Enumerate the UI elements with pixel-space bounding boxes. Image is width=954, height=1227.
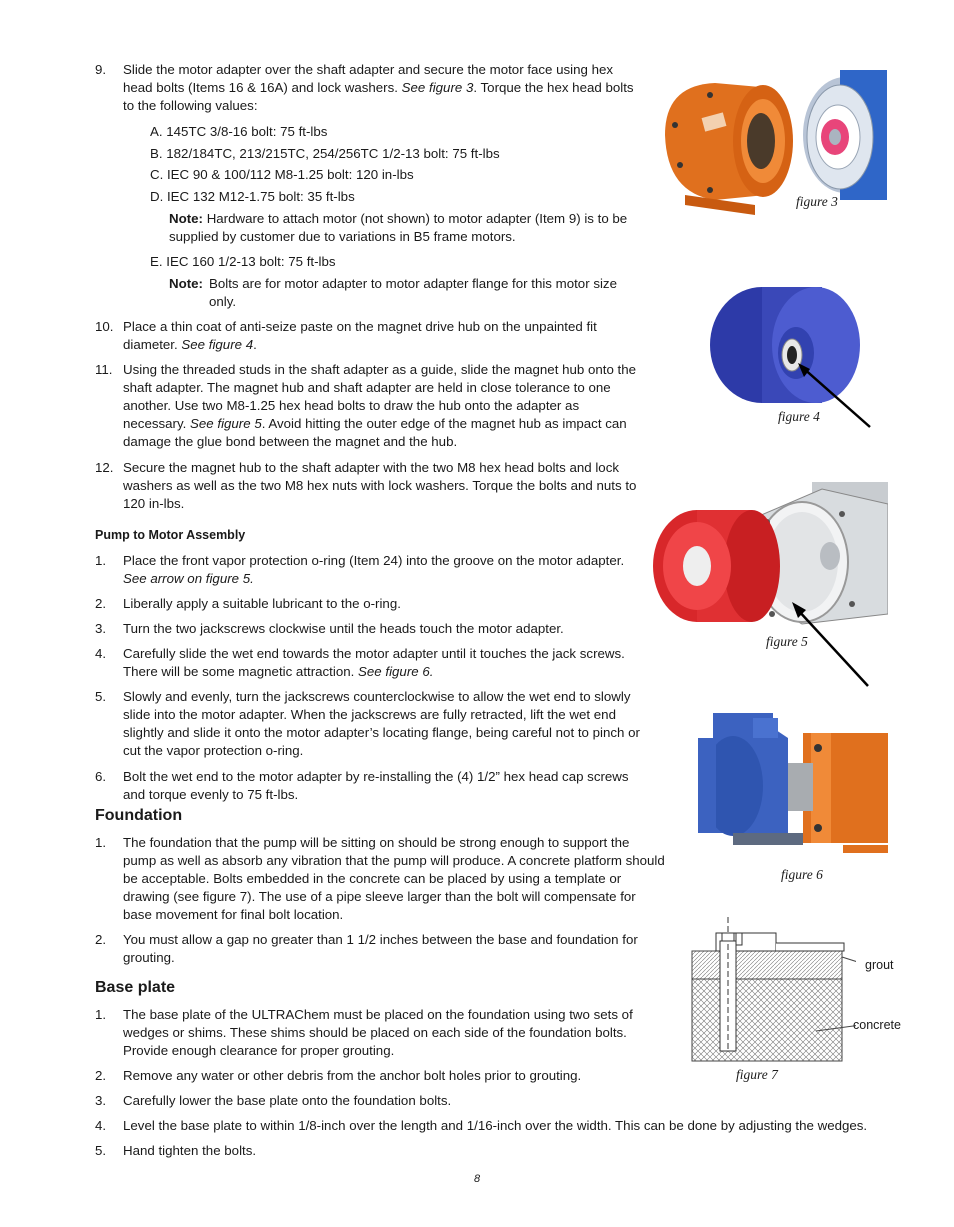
step-text: The base plate of the ULTRAChem must be placed on the foundation using two sets of wedges or shims. These shims should be placed on each side of the foundation bolts. Provide enough clearance for proper grouting. [123,1007,633,1058]
step-number: 6. [95,769,107,784]
step-number: 1. [95,553,107,568]
pump-step-6 [95,768,643,804]
step-number: 11. [95,362,113,377]
baseplate-step-4 [95,1117,895,1135]
note-label: Note: [169,211,203,226]
note-text: Hardware to attach motor (not shown) to motor adapter (Item 9) is to be supplied by customer due to variations in B5 frame motors. [169,211,628,244]
step-text: Hand tighten the bolts. [123,1143,257,1158]
step-number: 5. [95,689,107,704]
step-text: The foundation that the pump will be sitting on should be strong enough to support the pump as well as absorb any vibration that the pump will produce. A concrete platform should be acceptable. Bolts embedded in the concrete can be placed by using a template or drawing (see figure 7). The use of a pipe sleeve larger than the bolt will compensate for base movement for final bolt location. [123,835,665,922]
step-text: You must allow a gap no greater than 1 1/2 inches between the base and foundation for grouting. [123,932,638,965]
step-text-tail: . [429,664,434,679]
pump-step-5 [95,688,643,760]
figure-3-caption: figure 3 [796,194,838,209]
figure-7-label-grout: grout [865,958,894,972]
step-text: Bolt the wet end to the motor adapter by re-installing the (4) 1/2” hex head cap screws and torque evenly to 75 ft-lbs. [123,769,629,802]
figure-7-foundation-drawing [686,913,856,1065]
figure-reference: See arrow on figure 5 [123,571,251,586]
step-number: 1. [95,835,107,850]
step-text: Remove any water or other debris from the anchor bolt holes prior to grouting. [123,1068,582,1083]
note-text: Bolts are for motor adapter to motor adapter flange for this motor size only. [209,276,617,309]
figure-reference: See figure 3 [401,80,474,95]
step-text: Slide the motor adapter over the shaft adapter and secure the motor face using hex head bolts (Items 16 & 16A) and lock washers. [123,62,614,95]
baseplate-step-3 [95,1092,655,1110]
step-text: Secure the magnet hub to the shaft adapter with the two M8 hex head bolts and lock washers as well as the two M8 hex nuts with lock washers. Torque the bolts and nuts to 120 in-lbs. [123,460,637,511]
figure-4-caption: figure 4 [778,409,820,424]
pump-step-3 [95,620,643,638]
step-text: Turn the two jackscrews clockwise until the heads touch the motor adapter. [123,621,564,636]
torque-value-c: C. IEC 90 & 100/112 M8-1.25 bolt: 120 in-lbs [150,167,414,182]
section-heading-foundation: Foundation [95,807,183,824]
step-number: 3. [95,1093,107,1108]
step-number: 12. [95,460,114,475]
figure-reference: See figure 4 [181,337,254,352]
note-hardware [169,210,649,246]
pump-step-4 [95,645,643,681]
step-number: 1. [95,1007,107,1022]
figure-reference: See figure 6 [358,664,430,679]
figure-5-caption: figure 5 [766,634,808,649]
step-text-tail: . [253,337,257,352]
pump-step-1 [95,552,643,588]
figure-6-wet-end-image [693,708,888,853]
step-11 [95,361,643,451]
step-12 [95,459,643,513]
step-text: Place a thin coat of anti-seize paste on the magnet drive hub on the unpainted fit diameter. [123,319,597,352]
step-number: 2. [95,1068,107,1083]
step-number: 4. [95,646,107,661]
step-text-tail: . [250,571,254,586]
baseplate-step-5 [95,1142,643,1160]
step-text-tail: . Torque the hex head bolts to the following values: [123,80,634,113]
step-number: 2. [95,596,107,611]
step-text: Carefully lower the base plate onto the foundation bolts. [123,1093,452,1108]
section-heading-base-plate: Base plate [95,979,176,996]
baseplate-step-2 [95,1067,655,1085]
step-number: 4. [95,1118,107,1133]
figure-5-assembly-image [652,474,888,689]
torque-value-a: A. 145TC 3/8-16 bolt: 75 ft-lbs [150,124,328,139]
step-9 [95,61,643,115]
step-number: 10. [95,319,114,334]
figure-3-motor-adapter-image [655,65,887,225]
step-text: Carefully slide the wet end towards the motor adapter until it touches the jack screws. There will be some magnetic attraction. [123,646,625,679]
step-number: 3. [95,621,107,636]
baseplate-step-1 [95,1006,655,1060]
torque-value-b: B. 182/184TC, 213/215TC, 254/256TC 1/2-13 bolt: 75 ft-lbs [150,146,500,161]
note-bolts [169,275,639,311]
step-text: Place the front vapor protection o-ring (Item 24) into the groove on the motor adapter. [123,553,625,568]
figure-7-caption: figure 7 [736,1067,778,1082]
pump-step-2 [95,595,643,613]
step-text: Using the threaded studs in the shaft adapter as a guide, slide the magnet hub onto the shaft adapter. The magnet hub and shaft adapter are held in close tolerance to one another. Use two M8-1.25 hex head bolts to draw the hub onto the adapter as necessary. [123,362,637,431]
step-number: 5. [95,1143,107,1158]
step-number: 9. [95,62,107,77]
torque-value-d: D. IEC 132 M12-1.75 bolt: 35 ft-lbs [150,189,355,204]
figure-6-caption: figure 6 [781,867,823,882]
step-10 [95,318,643,354]
page-number: 8 [474,1173,481,1185]
section-heading-pump-to-motor: Pump to Motor Assembly [95,528,246,542]
figure-reference: See figure 5 [190,416,262,431]
step-text: Slowly and evenly, turn the jackscrews counterclockwise to allow the wet end to slowly slide into the motor adapter. When the jackscrews are fully retracted, lift the wet end slightly and slide it onto the motor adapter’s locating flange, being careful not to pinch or cut the vapor protection o-ring. [123,689,640,758]
foundation-step-1 [95,834,665,924]
figure-7-label-concrete: concrete [853,1018,901,1032]
torque-value-e: E. IEC 160 1/2-13 bolt: 75 ft-lbs [150,254,336,269]
step-number: 2. [95,932,107,947]
step-text: Liberally apply a suitable lubricant to the o-ring. [123,596,401,611]
foundation-step-2 [95,931,643,967]
note-label: Note: [169,276,203,291]
step-text-tail: . Avoid hitting the outer edge of the magnet hub as impact can damage the glue bond between the magnet and the hub. [123,416,627,449]
step-text: Level the base plate to within 1/8-inch over the length and 1/16-inch over the width. This can be done by adjusting the wedges. [123,1118,868,1133]
